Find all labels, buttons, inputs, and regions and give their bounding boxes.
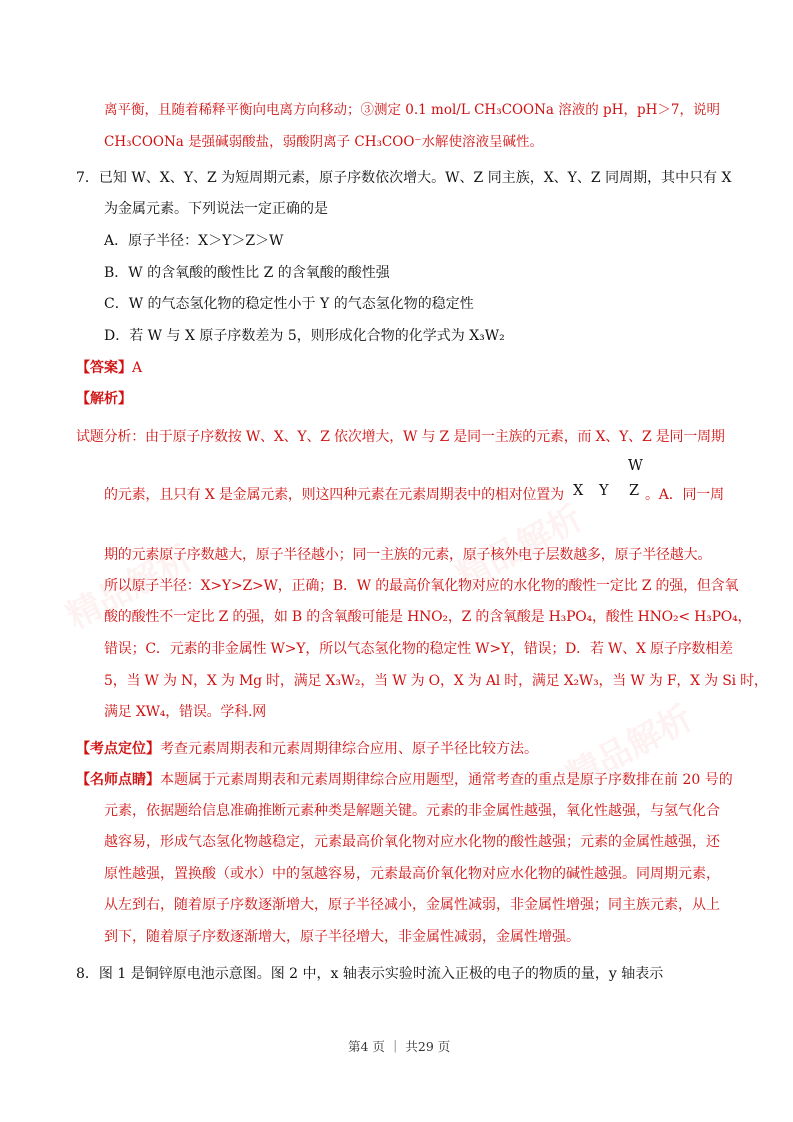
kaodian-row — [76, 738, 538, 758]
mingshi-line-2: 元素，依据题给信息准确推断元素种类是解题关键。元素的非金属性越强，氧化性越强，与氢气化合 — [104, 803, 720, 819]
mingshi-line-1: 本题属于元素周期表和元素周期律综合应用题型，通常考查的重点是原子序数排在前 20 号的 — [160, 772, 733, 788]
kaodian-text: 考查元素周期表和元素周期律综合应用、原子半径比较方法。 — [160, 741, 538, 757]
mingshi-line-5: 从左到右，随着原子序数逐渐增大，原子半径减小，金属性减弱，非金属性增强；同主族元素，从上 — [104, 897, 720, 913]
analysis-line-7: 5，当 W 为 N，X 为 Mg 时，满足 X₃W₂，当 W 为 O，X 为 Al 时，满足 X₂W₃，当 W 为 F，X 为 Si 时， — [104, 673, 768, 689]
table-cell-z: Z — [629, 483, 640, 499]
answer-value: A — [132, 360, 143, 376]
option-a: A．原子半径：X＞Y＞Z＞W — [104, 233, 284, 249]
option-c: C．W 的气态氢化物的稳定性小于 Y 的气态氢化物的稳定性 — [104, 296, 474, 312]
mingshi-label: 【名师点睛】 — [76, 772, 160, 788]
answer-row — [76, 357, 142, 377]
analysis-line-3: 期的元素原子序数越大，原子半径越小；同一主族的元素，原子核外电子层数越多，原子半径越大。 — [104, 547, 712, 563]
intro-line-1: 离平衡，且随着稀释平衡向电离方向移动；③测定 0.1 mol/L CH₃COONa 溶液的 pH，pH＞7，说明 — [104, 102, 720, 118]
question-8-stem-line-1: 8．图 1 是铜锌原电池示意图。图 2 中，x 轴表示实验时流入正极的电子的物质的量，y 轴表示 — [76, 966, 664, 982]
question-7-stem-line-1: 7．已知 W、X、Y、Z 为短周期元素，原子序数依次增大。W、Z 同主族，X、Y、Z 同周期，其中只有 X — [76, 170, 732, 186]
table-cell-y: Y — [599, 483, 609, 499]
table-top-w: W — [628, 458, 643, 474]
watermark: 精品解析 — [60, 538, 200, 638]
watermark: 精品解析 — [560, 698, 700, 798]
option-d: D．若 W 与 X 原子序数差为 5，则形成化合物的化学式为 X₃W₂ — [104, 328, 505, 344]
kaodian-label: 【考点定位】 — [76, 741, 160, 757]
question-7-stem-line-2: 为金属元素。下列说法一定正确的是 — [104, 201, 328, 217]
analysis-line-1: 试题分析：由于原子序数按 W、X、Y、Z 依次增大，W 与 Z 是同一主族的元素，而 X、Y、Z 是同一周期 — [76, 429, 725, 445]
analysis-label: 【解析】 — [76, 391, 132, 407]
answer-label: 【答案】 — [76, 360, 132, 376]
mingshi-line-4: 原性越强，置换酸（或水）中的氢越容易，元素最高价氧化物对应水化物的碱性越强。同周期元素， — [104, 866, 720, 882]
analysis-line-6: 错误；C．元素的非金属性 W>Y，所以气态氢化物的稳定性 W>Y，错误；D．若 W、X 原子序数相差 — [104, 641, 733, 657]
intro-line-2: CH₃COONa 是强碱弱酸盐，弱酸阴离子 CH₃COO⁻水解使溶液呈碱性。 — [104, 134, 544, 150]
table-cell-x: X — [573, 483, 584, 499]
mingshi-row — [76, 769, 733, 789]
analysis-line-2: 的元素，且只有 X 是金属元素，则这四种元素在元素周期表中的相对位置为 — [104, 487, 564, 503]
analysis-line-2-tail: 。A．同一周 — [645, 487, 724, 503]
analysis-line-5: 酸的酸性不一定比 Z 的强，如 B 的含氧酸可能是 HNO₂，Z 的含氧酸是 H₃PO₄，酸性 HNO₂< H₃PO₄， — [104, 609, 752, 625]
analysis-line-4: 所以原子半径：X>Y>Z>W，正确；B．W 的最高价氧化物对应的水化物的酸性一定比 Z 的强，但含氧 — [104, 578, 739, 594]
mingshi-line-3: 越容易，形成气态氢化物越稳定，元素最高价氧化物对应水化物的酸性越强；元素的金属性越强，还 — [104, 834, 720, 850]
option-b: B．W 的含氧酸的酸性比 Z 的含氧酸的酸性强 — [104, 265, 390, 281]
watermark: 精品解析 — [450, 498, 590, 598]
page-footer: 第4 页 ｜ 共29 页 — [348, 1039, 451, 1054]
analysis-line-8: 满足 XW₄，错误。学科.网 — [104, 704, 267, 720]
mingshi-line-6: 到下，随着原子序数逐渐增大，原子半径增大，非金属性减弱，金属性增强。 — [104, 929, 580, 945]
